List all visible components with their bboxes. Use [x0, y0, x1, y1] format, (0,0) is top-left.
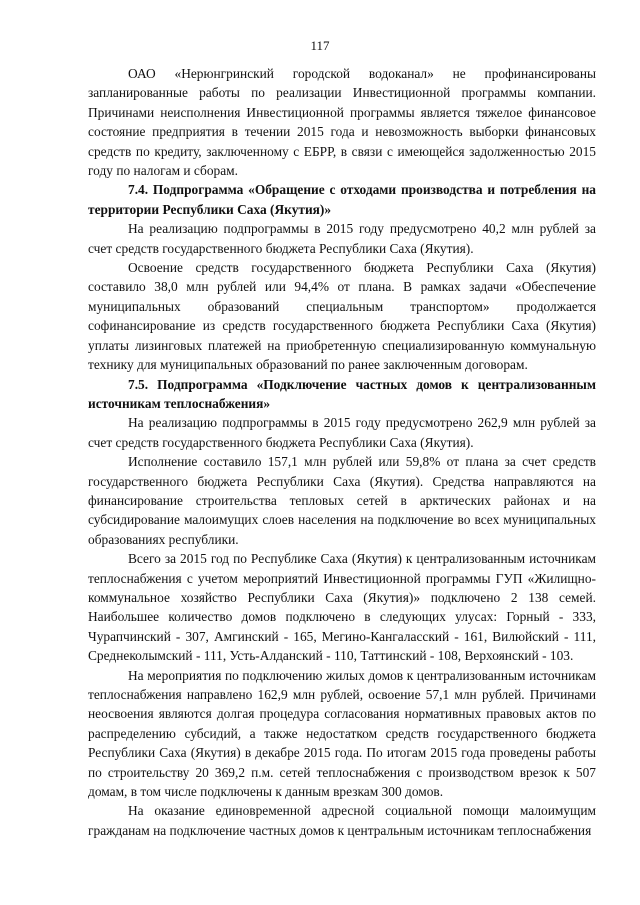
paragraph: На реализацию подпрограммы в 2015 году предусмотрено 262,9 млн рублей за счет средств государственного бюджета Республики Саха (Якутия).: [88, 415, 596, 450]
paragraph: Всего за 2015 год по Республике Саха (Якутия) к централизованным источникам теплоснабжения с учетом мероприятий Инвестиционной программы ГУП «Жилищно-коммунальное хозяйство Республики Саха (Якутия)» подключено 2 138 семей. Наибольшее количество домов подключено в следующих улусах: Горный - 333, Чурапчинский - 307, Амгинский - 165, Мегино-Кангаласский - 161, Вилюйский - 111, Среднеколымский - 111, Усть-Алданский - 110, Таттинский - 108, Верхоянский - 103.: [88, 551, 596, 664]
page-number: 117: [310, 38, 330, 53]
paragraph: На мероприятия по подключению жилых домов к централизованным источникам теплоснабжения направлено 162,9 млн рублей, освоение 57,1 млн рублей. Причинами неосвоения являются долгая процедура согласования нормативных правовых актов по распределению субсидий, а также недостатком средств государственного бюджета Республики Саха (Якутия) в декабре 2015 года. По итогам 2015 года проведены работы по строительству 20 369,2 п.м. сетей теплоснабжения с производством врезок к 507 домам, в том числе подключены к данным врезкам 300 домов.: [88, 667, 596, 800]
document-body: [88, 64, 596, 840]
paragraph: Освоение средств государственного бюджета Республики Саха (Якутия) составило 38,0 млн рублей или 94,4% от плана. В рамках задачи «Обеспечение муниципальных образований специальным транспортом» продолжается софинансирование из средств государственного бюджета Республики Саха (Якутия) уплаты лизинговых платежей на приобретенную специализированную коммунальную технику для муниципальных образований по ранее заключенным договорам.: [88, 260, 596, 373]
section-heading-7-5: 7.5. Подпрограмма «Подключение частных домов к централизованным источникам теплоснабжения»: [88, 376, 596, 411]
paragraph: На оказание единовременной адресной социальной помощи малоимущим гражданам на подключение частных домов к центральным источникам теплоснабжения: [88, 803, 596, 838]
section-heading-7-4: 7.4. Подпрограмма «Обращение с отходами производства и потребления на территории Республики Саха (Якутия)»: [88, 182, 596, 217]
paragraph-continuation: ОАО «Нерюнгринский городской водоканал» не профинансированы запланированные работы по реализации Инвестиционной программы компании. Причинами неисполнения Инвестиционной программы является тяжелое финансовое состояние предприятия в течении 2015 года и невозможность выборки финансовых средств по кредиту, заключенному с ЕБРР, в связи с имеющейся задолженностью 2015 году по налогам и сборам.: [88, 66, 596, 179]
paragraph: На реализацию подпрограммы в 2015 году предусмотрено 40,2 млн рублей за счет средств государственного бюджета Республики Саха (Якутия).: [88, 221, 596, 256]
paragraph: Исполнение составило 157,1 млн рублей или 59,8% от плана за счет средств государственного бюджета Республики Саха (Якутия). Средства направляются на финансирование строительства тепловых сетей в арктических районах и на субсидирование малоимущих слоев населения на подключение во всех муниципальных образованиях республики.: [88, 454, 596, 547]
